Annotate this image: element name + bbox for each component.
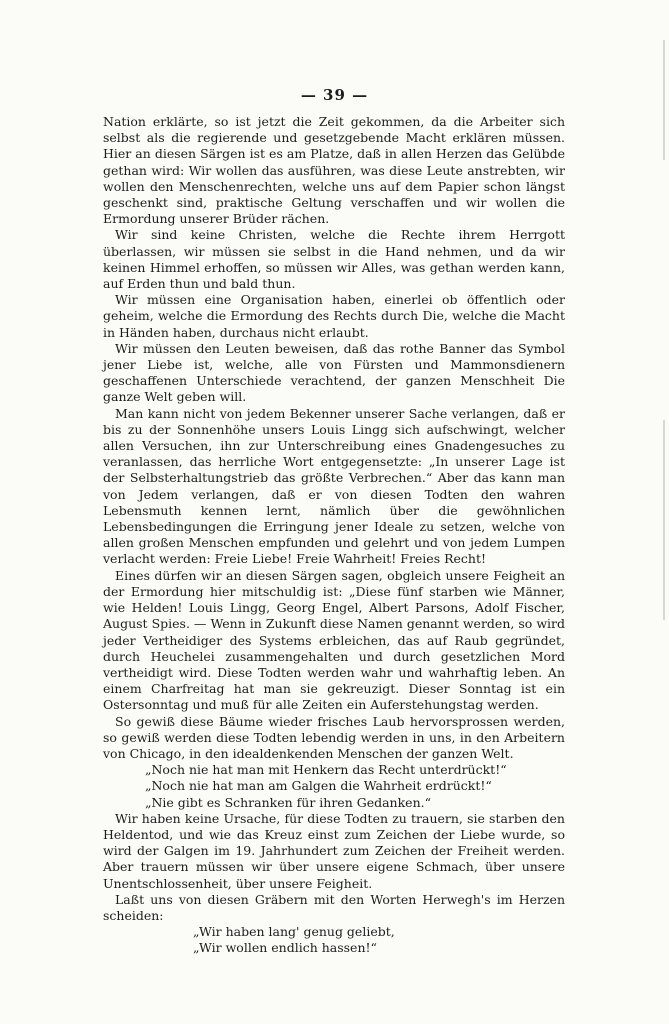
paragraph: Wir müssen eine Organisation haben, einerlei ob öffentlich oder geheim, welche die Ermordung des Rechts durch Die, welche die Macht in Händen haben, durchaus nicht erlaubt. bbox=[103, 292, 565, 340]
page-edge-mark bbox=[663, 420, 665, 620]
body-text bbox=[103, 114, 565, 957]
paragraph: Laßt uns von diesen Gräbern mit den Worten Herwegh's im Herzen scheiden: bbox=[103, 891, 565, 923]
paragraph: Wir sind keine Christen, welche die Rechte ihrem Herrgott überlassen, wir müssen sie selbst in die Hand nehmen, und da wir keinen Himmel erhoffen, so müssen wir Alles, was gethan werden kann, auf Erden thun und bald thun. bbox=[103, 227, 565, 292]
page-number: — 39 — bbox=[300, 86, 369, 104]
verse-line: „Wir haben lang' genug geliebt, bbox=[193, 924, 395, 940]
paragraph: Eines dürfen wir an diesen Särgen sagen, obgleich unsere Feigheit an der Ermordung hier mitschuldig ist: „Diese fünf starben wie Männer, wie Helden! Louis Lingg, Georg Engel, Albert Parsons, Adolf Fischer, August Spies. — Wenn in Zukunft diese Namen genannt werden, so wird jeder Vertheidiger des Systems erbleichen, das auf Raub gegründet, durch Heuchelei zusammengehalten und durch gesetzlichen Mord vertheidigt wird. Diese Todten werden wahr und wahrhaftig leben. An einem Charfreitag hat man sie gekreuzigt. Dieser Sonntag ist ein Ostersonntag und muß für alle Zeiten ein Auferstehungstag werden. bbox=[103, 567, 565, 713]
paragraph: Man kann nicht von jedem Bekenner unserer Sache verlangen, daß er bis zu der Sonnenhöhe unsers Louis Lingg sich aufschwingt, welcher allen Versuchen, ihn zur Unterschreibung eines Gnadengesuches zu veranlassen, das herrliche Wort entgegensetzte: „In unserer Lage ist der Selbsterhaltungstrieb das größte Verbrechen.“ Aber das kann man von Jedem verlangen, daß er von diesen Todten den wahren Lebensmuth kennen lernt, nämlich über die gewöhnlichen Lebensbedingungen die Erringung jener Ideale zu setzen, welche von allen großen Menschen empfunden und gelehrt und von jedem Lumpen verlacht werden: Freie Liebe! Freie Wahrheit! Freies Recht! bbox=[103, 405, 565, 567]
paragraph: Wir haben keine Ursache, für diese Todten zu trauern, sie starben den Heldentod, und wie das Kreuz einst zum Zeichen der Liebe wurde, so wird der Galgen im 19. Jahrhundert zum Zeichen der Freiheit werden. Aber trauern müssen wir über unsere eigene Schmach, über unsere Unentschlossenheit, über unsere Feigheit. bbox=[103, 810, 565, 891]
page-edge-mark bbox=[663, 40, 665, 160]
paragraph: Wir müssen den Leuten beweisen, daß das rothe Banner das Symbol jener Liebe ist, welche, alle von Fürsten und Mammonsdienern geschaffenen Unterschiede verachtend, der ganzen Menschheit Die ganze Welt geben will. bbox=[103, 340, 565, 405]
quote-line: „Noch nie hat man am Galgen die Wahrheit erdrückt!“ bbox=[145, 778, 492, 794]
quote-line: „Noch nie hat man mit Henkern das Recht unterdrückt!“ bbox=[145, 762, 507, 778]
verse-line: „Wir wollen endlich hassen!“ bbox=[193, 940, 377, 956]
paragraph: Nation erklärte, so ist jetzt die Zeit gekommen, da die Arbeiter sich selbst als die regierende und gesetzgebende Macht erklären müssen. Hier an diesen Särgen ist es am Platze, daß in allen Herzen das Gelübde gethan wird: Wir wollen das ausführen, was diese Leute anstrebten, wir wollen den Menschenrechten, welche uns auf dem Papier schon längst geschenkt sind, praktische Geltung verschaffen und wir wollen die Ermordung unserer Brüder rächen. bbox=[103, 114, 565, 227]
quote-line: „Nie gibt es Schranken für ihren Gedanken.“ bbox=[145, 794, 431, 810]
paragraph: So gewiß diese Bäume wieder frisches Laub hervorsprossen werden, so gewiß werden diese Todten lebendig werden in uns, in den Arbeitern von Chicago, in den idealdenkenden Menschen der ganzen Welt. bbox=[103, 713, 565, 761]
